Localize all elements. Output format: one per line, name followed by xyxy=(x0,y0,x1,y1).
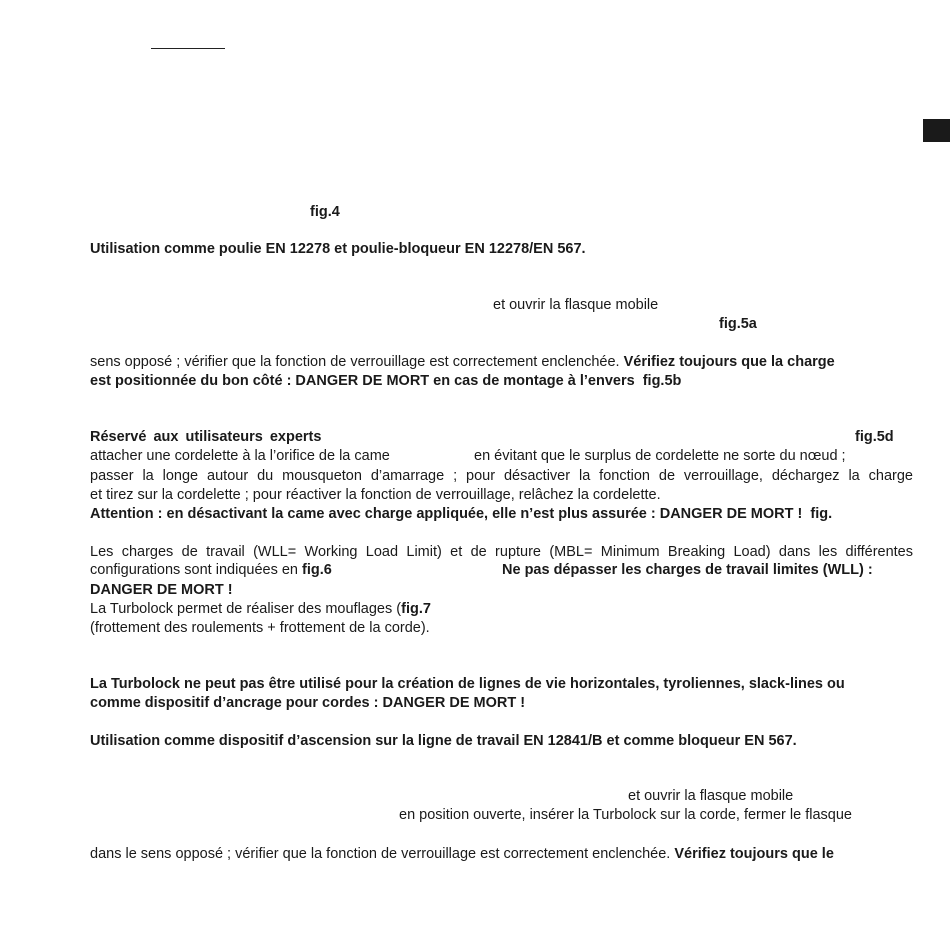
section3-line1: Les charges de travail (WLL= Working Load Limit) et de rupture (MBL= Minimum Breaking Load) dans les différentes xyxy=(90,544,913,560)
section2-line3: et tirez sur la cordelette ; pour réactiver la fonction de verrouillage, relâchez la cordelette. xyxy=(90,487,661,503)
section2-warning: Attention : en désactivant la came avec charge appliquée, elle n’est plus assurée : DANGER DE MORT ! fig. xyxy=(90,506,833,522)
section3-line2b: Ne pas dépasser les charges de travail limites (WLL) : xyxy=(502,562,873,578)
section5-open-flange: et ouvrir la flasque mobile xyxy=(628,788,794,804)
section2-line2: passer la longe autour du mousqueton d’amarrage ; pour désactiver la fonction de verrouillage, déchargez la charge xyxy=(90,468,913,484)
fig5a-label: fig.5a xyxy=(719,316,757,332)
section2-line1a: attacher une cordelette à la l’orifice de la came xyxy=(90,448,390,464)
fig5d-label: fig.5d xyxy=(855,429,894,445)
section3-line2a: configurations sont indiquées en fig.6 xyxy=(90,562,332,578)
section1-heading: Utilisation comme poulie EN 12278 et poulie-bloqueur EN 12278/EN 567. xyxy=(90,241,586,257)
top-rule xyxy=(151,48,225,49)
section1-open-flange: et ouvrir la flasque mobile xyxy=(493,297,659,313)
section5-heading: Utilisation comme dispositif d’ascension sur la ligne de travail EN 12841/B et comme bloqueur EN 567. xyxy=(90,733,797,749)
section4-line2: comme dispositif d’ancrage pour cordes : DANGER DE MORT ! xyxy=(90,695,526,711)
expert-users-label: Réservé aux utilisateurs experts xyxy=(90,429,322,445)
section2-line1b: en évitant que le surplus de cordelette ne sorte du nœud ; xyxy=(474,448,846,464)
section1-line2: est positionnée du bon côté : DANGER DE MORT en cas de montage à l’envers fig.5b xyxy=(90,373,682,389)
section5-line1: dans le sens opposé ; vérifier que la fonction de verrouillage est correctement enclenchée. Vérifiez toujours que le xyxy=(90,846,834,862)
section5-insert: en position ouverte, insérer la Turbolock sur la corde, fermer le flasque xyxy=(399,807,852,823)
section3-line4: La Turbolock permet de réaliser des mouflages (fig.7 xyxy=(90,601,431,617)
language-tab-marker xyxy=(923,119,950,142)
section3-danger: DANGER DE MORT ! xyxy=(90,582,233,598)
fig4-label: fig.4 xyxy=(310,204,340,220)
section3-line5: (frottement des roulements + frottement de la corde). xyxy=(90,620,430,636)
section1-line1: sens opposé ; vérifier que la fonction de verrouillage est correctement enclenchée. Vérifiez toujours que la charge xyxy=(90,354,835,370)
section4-line1: La Turbolock ne peut pas être utilisé pour la création de lignes de vie horizontales, tyroliennes, slack-lines ou xyxy=(90,676,845,692)
